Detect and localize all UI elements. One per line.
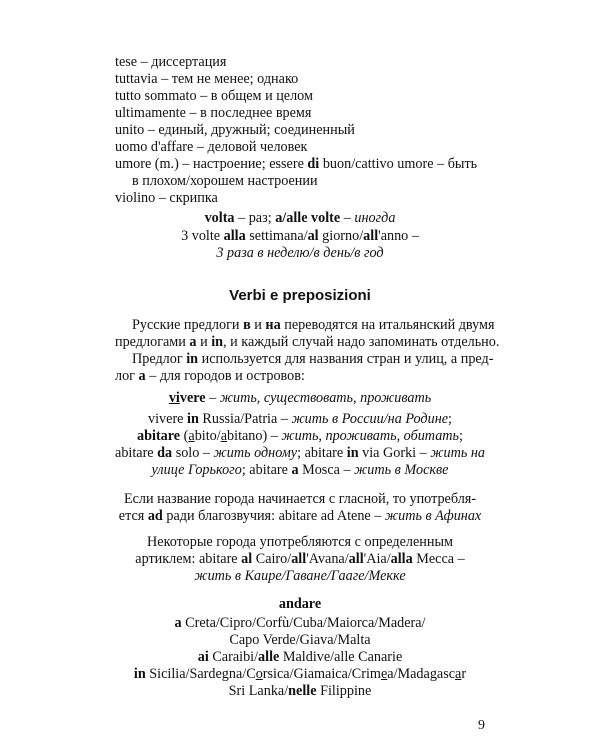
paragraph-1-line-1: Русские предлоги в и на переводятся на итальянский двумя bbox=[132, 317, 495, 333]
volta-example-translation: 3 раза в неделю/в день/в год bbox=[216, 245, 384, 261]
article-rule-line-3: жить в Каире/Гаване/Гааге/Мекке bbox=[194, 568, 406, 584]
andare-line-4: in Sicilia/Sardegna/Corsica/Giamaica/Crimea/Madagascar bbox=[133, 666, 467, 682]
abitare-headword: abitare (abito/abitano) – жить, проживать, обитать; bbox=[137, 428, 463, 444]
page-number: 9 bbox=[478, 718, 485, 733]
andare-line-3: ai Caraibi/alle Maldive/alle Canarie bbox=[197, 649, 403, 665]
entry-umore: umore (m.) – настроение; essere di buon/cattivo umore – быть bbox=[115, 156, 478, 172]
entry-ultimamente: ultimamente – в последнее время bbox=[115, 105, 312, 121]
abitare-examples-1: abitare da solo – жить одному; abitare in via Gorki – жить на bbox=[115, 445, 485, 461]
andare-headword: andare bbox=[278, 596, 322, 612]
andare-line-1: a Creta/Cipro/Corfù/Cuba/Maiorca/Madera/ bbox=[174, 615, 426, 631]
entry-unito: unito – единый, дружный; соединенный bbox=[115, 122, 355, 138]
entry-umore-continued: в плохом/хорошем настроении bbox=[132, 173, 318, 189]
paragraph-2-line-1: Предлог in используется для названия стран и улиц, а пред- bbox=[132, 351, 494, 367]
article-rule-line-2: артиклем: abitare al Cairo/all'Avana/all'Aia/alla Mecca – bbox=[135, 551, 465, 567]
section-heading: Verbi e preposizioni bbox=[229, 287, 371, 304]
entry-uomo-daffare: uomo d'affare – деловой человек bbox=[115, 139, 308, 155]
volta-headword: volta – раз; a/alle volte – иногда bbox=[204, 210, 396, 226]
article-rule-line-1: Некоторые города употребляются с определенным bbox=[147, 534, 453, 550]
paragraph-2-line-2: лог a – для городов и островов: bbox=[115, 368, 305, 384]
paragraph-1-line-2: предлогами a и in, и каждый случай надо запоминать отдельно. bbox=[115, 334, 500, 350]
entry-tese: tese – диссертация bbox=[115, 54, 227, 70]
vivere-headword: vivere – жить, существовать, проживать bbox=[168, 390, 432, 406]
entry-tutto-sommato: tutto sommato – в общем и целом bbox=[115, 88, 313, 104]
vowel-rule-line-1: Если название города начинается с гласной, то употребля- bbox=[123, 491, 477, 507]
vowel-rule-line-2: ется ad ради благозвучия: abitare ad Atene – жить в Афинах bbox=[118, 508, 482, 524]
andare-line-2: Capo Verde/Giava/Malta bbox=[229, 632, 371, 648]
abitare-examples-2: улице Горького; abitare a Mosca – жить в Москве bbox=[151, 462, 449, 478]
entry-violino: violino – скрипка bbox=[115, 190, 218, 206]
entry-tuttavia: tuttavia – тем не менее; однако bbox=[115, 71, 299, 87]
vivere-example: vivere in Russia/Patria – жить в России/на Родине; bbox=[148, 411, 452, 427]
volta-example: 3 volte alla settimana/al giorno/all'anno – bbox=[181, 228, 419, 244]
andare-line-5: Sri Lanka/nelle Filippine bbox=[228, 683, 372, 699]
